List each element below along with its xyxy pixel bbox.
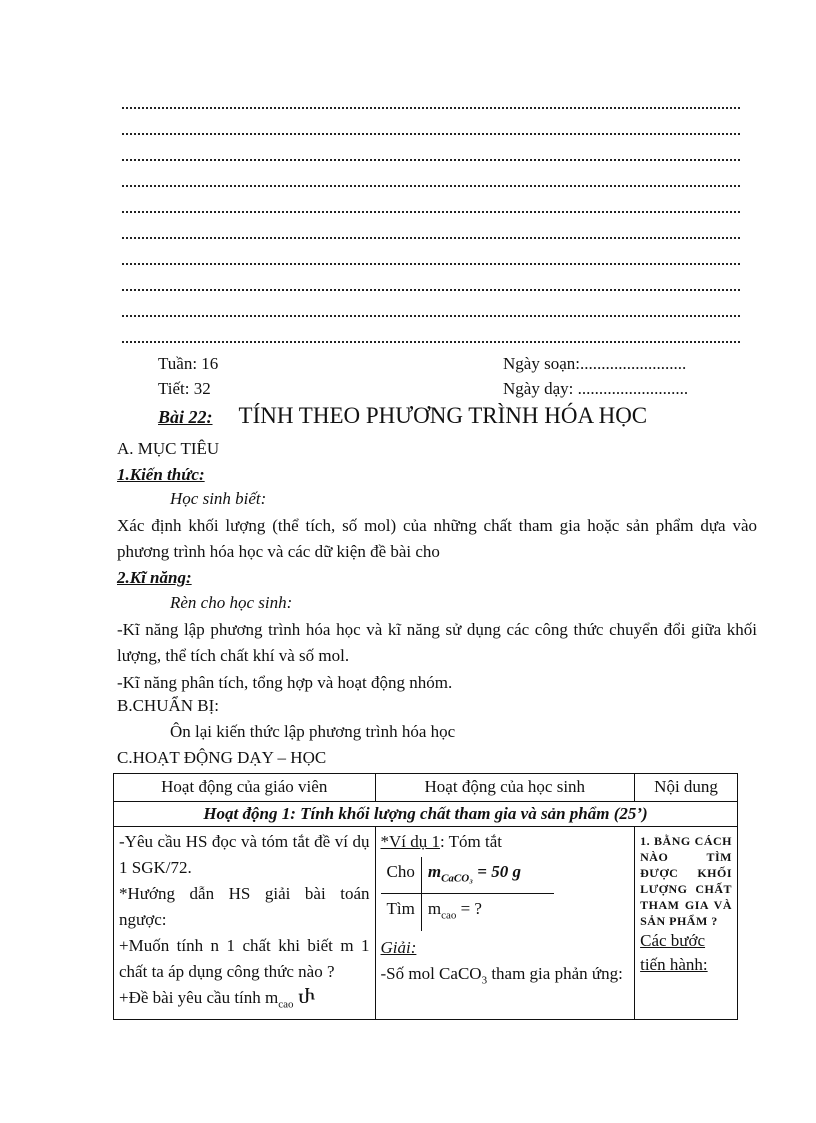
teacher-line-3: +Muốn tính n 1 chất khi biết m 1 chất ta áp dụng công thức nào ? xyxy=(119,936,370,981)
activity-table xyxy=(113,773,738,1020)
teacher-line-2: *Hướng dẫn HS giải bài toán ngược: xyxy=(119,884,370,929)
skill-title: 2.Kĩ năng: xyxy=(117,568,192,587)
knowledge-text: Xác định khối lượng (thể tích, số mol) của những chất tham gia hoặc sản phẩm dựa vào phương trình hóa học và các dữ kiện đề bài cho xyxy=(117,516,757,561)
dotted-line-10 xyxy=(122,331,740,343)
header-teacher: Hoạt động của giáo viên xyxy=(114,774,376,802)
lesson-label: Bài 22: xyxy=(158,407,213,427)
dotted-line-3 xyxy=(122,149,740,161)
ngay-soan: Ngày soạn:......................... xyxy=(503,354,687,373)
header-content: Nội dung xyxy=(635,774,738,802)
giai-label: Giải: xyxy=(380,937,417,957)
given-sub: CaCO₃ xyxy=(441,872,474,885)
table-header-row xyxy=(114,774,738,802)
skill-2: -Kĩ năng phân tích, tổng hợp và hoạt động nhóm. xyxy=(117,673,453,692)
cho-label: Cho xyxy=(381,857,422,894)
tim-label: Tìm xyxy=(381,894,422,931)
given-number: = 50 g xyxy=(473,862,521,881)
lesson-title: TÍNH THEO PHƯƠNG TRÌNH HÓA HỌC xyxy=(238,403,648,428)
dotted-line-8 xyxy=(122,279,740,291)
lesson-title-row xyxy=(158,403,647,429)
knowledge-intro: Học sinh biết: xyxy=(170,489,267,508)
table-row xyxy=(114,827,738,1020)
content-heading: 1. BẰNG CÁCH NÀO TÌM ĐƯỢC KHỐI LƯỢNG CHẤT THAM GIA VÀ SẢN PHẨM ? xyxy=(640,834,732,928)
given-m: m xyxy=(427,862,442,881)
tiet-label: Tiết: 32 xyxy=(158,379,211,398)
content-cell xyxy=(635,827,738,1020)
skill-1: -Kĩ năng lập phương trình hóa học và kĩ năng sử dụng các công thức chuyển đổi giữa khối lượng, thể tích chất khí và số mol. xyxy=(117,620,757,665)
teacher-line-4 xyxy=(119,985,370,1017)
find-sub: cao xyxy=(441,909,457,922)
teacher-line-4-tail: Ⴐ xyxy=(293,988,316,1007)
skill-intro: Rèn cho học sinh: xyxy=(170,593,293,612)
example-tail: : Tóm tắt xyxy=(440,832,503,851)
teacher-line-1: -Yêu cầu HS đọc và tóm tắt đề ví dụ 1 SGK/72. xyxy=(119,832,370,877)
find-m: m xyxy=(427,899,442,919)
teacher-line-4-sub: cao xyxy=(278,998,294,1011)
mol-text-1: -Số mol CaCO xyxy=(380,963,482,983)
section-c-title: C.HOẠT ĐỘNG DẠY – HỌC xyxy=(117,748,327,767)
dotted-line-4 xyxy=(122,175,740,187)
given-row xyxy=(381,857,554,894)
tuan-label: Tuần: 16 xyxy=(158,354,219,373)
find-value xyxy=(421,894,554,931)
dotted-line-1 xyxy=(122,97,740,109)
section-a-title: A. MỤC TIÊU xyxy=(117,439,220,458)
knowledge-title: 1.Kiến thức: xyxy=(117,465,205,484)
mol-text-2: tham gia phản ứng: xyxy=(487,963,623,983)
example-line xyxy=(381,829,630,855)
given-table xyxy=(381,857,554,931)
teacher-cell xyxy=(114,827,376,1020)
activity-1-row xyxy=(114,802,738,827)
section-b-title: B.CHUẨN BỊ: xyxy=(117,696,220,715)
example-label: *Ví dụ 1 xyxy=(380,832,440,851)
ngay-day: Ngày dạy: .......................... xyxy=(503,379,689,398)
find-row xyxy=(381,894,554,931)
header-student: Hoạt động của học sinh xyxy=(375,774,635,802)
dotted-line-7 xyxy=(122,253,740,265)
dotted-line-6 xyxy=(122,227,740,239)
dotted-line-2 xyxy=(122,123,740,135)
find-tail: = ? xyxy=(456,899,482,919)
mol-sub: 3 xyxy=(481,974,488,987)
dotted-line-5 xyxy=(122,201,740,213)
section-b-text: Ôn lại kiến thức lập phương trình hóa học xyxy=(170,722,456,741)
given-value xyxy=(421,857,554,894)
mol-text xyxy=(381,961,630,993)
dotted-line-9 xyxy=(122,305,740,317)
teacher-line-4-text: +Đề bài yêu cầu tính m xyxy=(119,988,279,1007)
content-steps: Các bước tiến hành: xyxy=(640,931,708,974)
student-cell xyxy=(375,827,635,1020)
activity-1-title: Hoạt động 1: Tính khối lượng chất tham gia và sản phẩm (25’) xyxy=(114,802,738,827)
